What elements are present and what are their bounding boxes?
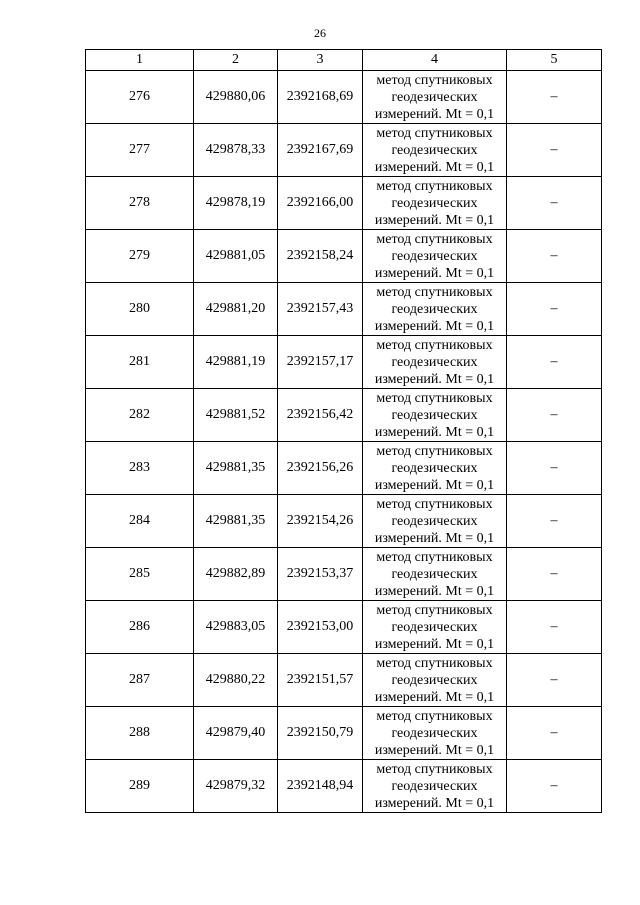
column-header-4: 4 xyxy=(363,50,507,71)
method-text-line: измерений. Mt = 0,1 xyxy=(374,371,495,387)
y-coordinate-cell: 2392154,26 xyxy=(278,495,363,548)
method-text-line: измерений. Mt = 0,1 xyxy=(374,742,495,758)
method-text-line: геодезических xyxy=(391,407,478,423)
table-row xyxy=(86,336,602,389)
note-cell: – xyxy=(507,283,602,336)
y-coordinate-cell: 2392148,94 xyxy=(278,760,363,813)
method-cell xyxy=(363,230,507,283)
point-number-cell: 282 xyxy=(86,389,194,442)
method-cell xyxy=(363,442,507,495)
table-row xyxy=(86,124,602,177)
point-number-cell: 286 xyxy=(86,601,194,654)
y-coordinate-cell: 2392156,26 xyxy=(278,442,363,495)
table-row xyxy=(86,548,602,601)
x-coordinate-cell: 429878,33 xyxy=(194,124,278,177)
note-cell: – xyxy=(507,442,602,495)
note-cell: – xyxy=(507,389,602,442)
method-cell xyxy=(363,177,507,230)
y-coordinate-cell: 2392153,00 xyxy=(278,601,363,654)
method-cell xyxy=(363,654,507,707)
point-number-cell: 280 xyxy=(86,283,194,336)
table-header-row xyxy=(86,50,602,71)
method-text-line: геодезических xyxy=(391,354,478,370)
method-cell xyxy=(363,495,507,548)
x-coordinate-cell: 429881,19 xyxy=(194,336,278,389)
method-text-line: измерений. Mt = 0,1 xyxy=(374,477,495,493)
table-row xyxy=(86,601,602,654)
method-text-line: метод спутниковых xyxy=(376,602,493,618)
note-cell: – xyxy=(507,760,602,813)
table-row xyxy=(86,283,602,336)
method-text-line: метод спутниковых xyxy=(376,72,493,88)
method-text-line: метод спутниковых xyxy=(376,761,493,777)
method-text-line: измерений. Mt = 0,1 xyxy=(374,636,495,652)
point-number-cell: 276 xyxy=(86,71,194,124)
x-coordinate-cell: 429878,19 xyxy=(194,177,278,230)
x-coordinate-cell: 429881,20 xyxy=(194,283,278,336)
method-cell xyxy=(363,71,507,124)
table-row xyxy=(86,177,602,230)
y-coordinate-cell: 2392167,69 xyxy=(278,124,363,177)
x-coordinate-cell: 429879,32 xyxy=(194,760,278,813)
note-cell: – xyxy=(507,548,602,601)
method-cell xyxy=(363,389,507,442)
method-text-line: измерений. Mt = 0,1 xyxy=(374,530,495,546)
method-text-line: измерений. Mt = 0,1 xyxy=(374,265,495,281)
method-text-line: метод спутниковых xyxy=(376,549,493,565)
table-row xyxy=(86,71,602,124)
x-coordinate-cell: 429883,05 xyxy=(194,601,278,654)
point-number-cell: 279 xyxy=(86,230,194,283)
x-coordinate-cell: 429882,89 xyxy=(194,548,278,601)
method-text-line: метод спутниковых xyxy=(376,178,493,194)
table-row xyxy=(86,707,602,760)
method-text-line: измерений. Mt = 0,1 xyxy=(374,318,495,334)
y-coordinate-cell: 2392157,17 xyxy=(278,336,363,389)
note-cell: – xyxy=(507,336,602,389)
method-text-line: измерений. Mt = 0,1 xyxy=(374,795,495,811)
column-header-3: 3 xyxy=(278,50,363,71)
table-row xyxy=(86,230,602,283)
column-header-5: 5 xyxy=(507,50,602,71)
method-cell xyxy=(363,283,507,336)
point-number-cell: 288 xyxy=(86,707,194,760)
table-row xyxy=(86,654,602,707)
method-text-line: метод спутниковых xyxy=(376,708,493,724)
method-cell xyxy=(363,124,507,177)
method-text-line: метод спутниковых xyxy=(376,496,493,512)
y-coordinate-cell: 2392157,43 xyxy=(278,283,363,336)
point-number-cell: 289 xyxy=(86,760,194,813)
method-text-line: геодезических xyxy=(391,566,478,582)
method-text-line: измерений. Mt = 0,1 xyxy=(374,583,495,599)
method-text-line: измерений. Mt = 0,1 xyxy=(374,159,495,175)
x-coordinate-cell: 429881,35 xyxy=(194,495,278,548)
point-number-cell: 278 xyxy=(86,177,194,230)
x-coordinate-cell: 429881,05 xyxy=(194,230,278,283)
method-text-line: геодезических xyxy=(391,513,478,529)
method-cell xyxy=(363,707,507,760)
x-coordinate-cell: 429881,52 xyxy=(194,389,278,442)
method-text-line: геодезических xyxy=(391,725,478,741)
method-text-line: метод спутниковых xyxy=(376,125,493,141)
method-text-line: измерений. Mt = 0,1 xyxy=(374,424,495,440)
method-text-line: метод спутниковых xyxy=(376,284,493,300)
note-cell: – xyxy=(507,707,602,760)
y-coordinate-cell: 2392156,42 xyxy=(278,389,363,442)
table-row xyxy=(86,442,602,495)
method-text-line: геодезических xyxy=(391,248,478,264)
point-number-cell: 284 xyxy=(86,495,194,548)
note-cell: – xyxy=(507,601,602,654)
method-text-line: метод спутниковых xyxy=(376,390,493,406)
method-text-line: метод спутниковых xyxy=(376,337,493,353)
method-cell xyxy=(363,336,507,389)
y-coordinate-cell: 2392151,57 xyxy=(278,654,363,707)
method-text-line: геодезических xyxy=(391,89,478,105)
x-coordinate-cell: 429880,06 xyxy=(194,71,278,124)
x-coordinate-cell: 429880,22 xyxy=(194,654,278,707)
column-header-2: 2 xyxy=(194,50,278,71)
method-text-line: геодезических xyxy=(391,778,478,794)
y-coordinate-cell: 2392153,37 xyxy=(278,548,363,601)
point-number-cell: 281 xyxy=(86,336,194,389)
method-text-line: измерений. Mt = 0,1 xyxy=(374,212,495,228)
point-number-cell: 283 xyxy=(86,442,194,495)
note-cell: – xyxy=(507,654,602,707)
x-coordinate-cell: 429881,35 xyxy=(194,442,278,495)
note-cell: – xyxy=(507,495,602,548)
method-text-line: метод спутниковых xyxy=(376,655,493,671)
method-text-line: измерений. Mt = 0,1 xyxy=(374,689,495,705)
table-row xyxy=(86,389,602,442)
note-cell: – xyxy=(507,177,602,230)
note-cell: – xyxy=(507,230,602,283)
method-cell xyxy=(363,760,507,813)
point-number-cell: 277 xyxy=(86,124,194,177)
method-text-line: геодезических xyxy=(391,460,478,476)
method-text-line: метод спутниковых xyxy=(376,443,493,459)
y-coordinate-cell: 2392168,69 xyxy=(278,71,363,124)
method-text-line: измерений. Mt = 0,1 xyxy=(374,106,495,122)
page-number: 26 xyxy=(314,26,326,40)
y-coordinate-cell: 2392150,79 xyxy=(278,707,363,760)
table-row xyxy=(86,760,602,813)
y-coordinate-cell: 2392158,24 xyxy=(278,230,363,283)
x-coordinate-cell: 429879,40 xyxy=(194,707,278,760)
method-text-line: геодезических xyxy=(391,142,478,158)
method-text-line: геодезических xyxy=(391,301,478,317)
note-cell: – xyxy=(507,124,602,177)
table-row xyxy=(86,495,602,548)
point-number-cell: 287 xyxy=(86,654,194,707)
method-text-line: геодезических xyxy=(391,195,478,211)
method-cell xyxy=(363,548,507,601)
y-coordinate-cell: 2392166,00 xyxy=(278,177,363,230)
column-header-1: 1 xyxy=(86,50,194,71)
note-cell: – xyxy=(507,71,602,124)
method-text-line: геодезических xyxy=(391,672,478,688)
method-text-line: метод спутниковых xyxy=(376,231,493,247)
coordinates-table xyxy=(85,49,602,813)
method-cell xyxy=(363,601,507,654)
point-number-cell: 285 xyxy=(86,548,194,601)
method-text-line: геодезических xyxy=(391,619,478,635)
